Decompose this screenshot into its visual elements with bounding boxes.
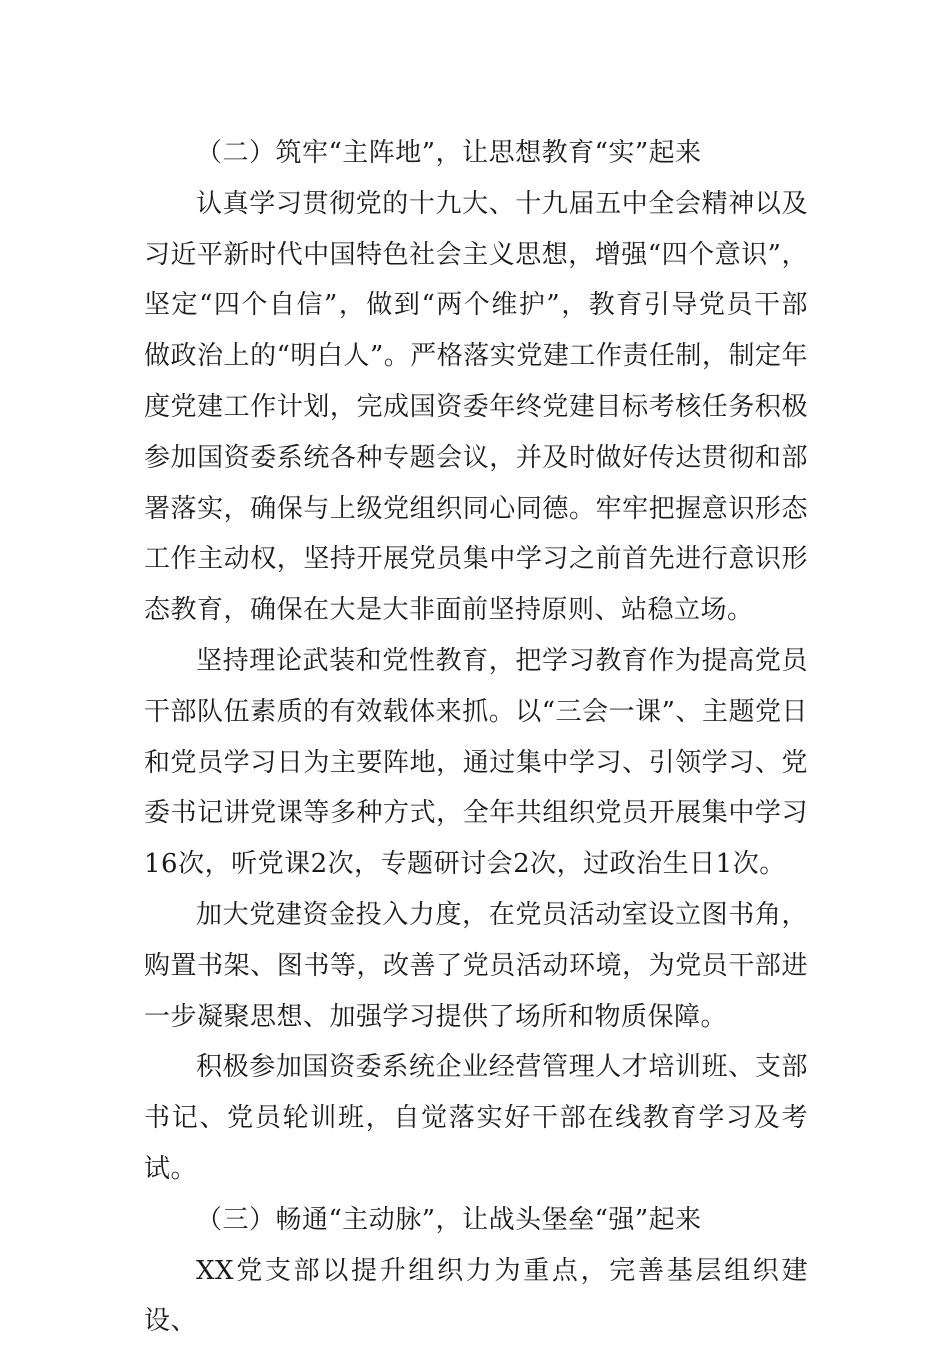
paragraph-theory-education: 坚持理论武装和党性教育，把学习教育作为提高党员干部队伍素质的有效载体来抓。以“三会一课”、主题党日和党员学习日为主要阵地，通过集中学习、引领学习、党委书记讲党课等多种方式，全年共组织党员开展集中学习16次，听党课2次，专题研讨会2次，过政治生日1次。 — [144, 645, 808, 880]
document-body — [144, 128, 808, 1347]
paragraph-study-implementation: 认真学习贯彻党的十九大、十九届五中全会精神以及习近平新时代中国特色社会主义思想，增强“四个意识”，坚定“四个自信”，做到“两个维护”，教育引导党员干部做政治上的“明白人”。严格落实党建工作责任制，制定年度党建工作计划，完成国资委年终党建目标考核任务积极参加国资委系统各种专题会议，并及时做好传达贯彻和部署落实，确保与上级党组织同心同德。牢牢把握意识形态工作主动权，坚持开展党员集中学习之前首先进行意识形态教育，确保在大是大非面前坚持原则、站稳立场。 — [144, 188, 808, 626]
paragraph-training: 积极参加国资委系统企业经营管理人才培训班、支部书记、党员轮训班，自觉落实好干部在线教育学习及考试。 — [144, 1052, 808, 1184]
paragraph-branch-organization: XX党支部以提升组织力为重点，完善基层组织建设、 — [144, 1255, 808, 1337]
section-heading-2: （二）筑牢“主阵地”，让思想教育“实”起来 — [196, 138, 702, 168]
section-heading-3: （三）畅通“主动脉”，让战头堡垒“强”起来 — [196, 1204, 702, 1235]
paragraph-funding: 加大党建资金投入力度，在党员活动室设立图书角，购置书架、图书等，改善了党员活动环境，为党员干部进一步凝聚思想、加强学习提供了场所和物质保障。 — [144, 899, 808, 1032]
